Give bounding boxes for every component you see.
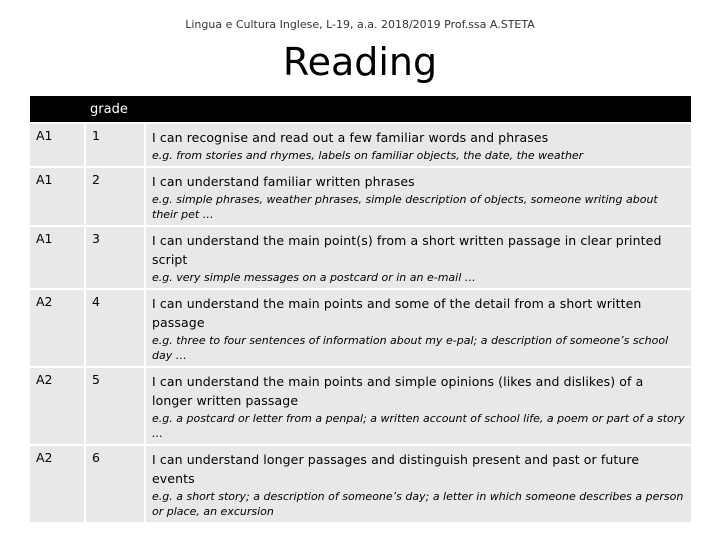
- grade-cell: 6: [84, 446, 144, 522]
- table-header-row: [30, 96, 691, 122]
- table-row: [30, 168, 691, 225]
- descriptor-cell: [144, 368, 691, 444]
- descriptor-text: I can understand longer passages and distinguish present and past or future events: [152, 452, 640, 486]
- descriptor-cell: [144, 446, 691, 522]
- example-text: e.g. a postcard or letter from a penpal; a written account of school life, a poem or part of a story …: [152, 412, 685, 440]
- descriptor-cell: [144, 290, 691, 366]
- grade-cell: 1: [84, 124, 144, 166]
- grade-cell: 3: [84, 227, 144, 288]
- example-text: e.g. simple phrases, weather phrases, simple description of objects, someone writing about their pet …: [152, 193, 658, 221]
- table-row: [30, 290, 691, 366]
- grade-cell: 2: [84, 168, 144, 225]
- table-row: [30, 446, 691, 522]
- table-row: [30, 124, 691, 166]
- header-grade: grade: [84, 96, 144, 122]
- header-level: [30, 96, 84, 122]
- example-text: e.g. a short story; a description of someone’s day; a letter in which someone describes a person or place, an excursion: [152, 490, 684, 518]
- descriptor-text: I can understand the main point(s) from a short written passage in clear printed script: [152, 233, 662, 267]
- level-cell: A1: [30, 168, 84, 225]
- descriptor-cell: [144, 168, 691, 225]
- header-descriptor: [144, 96, 691, 122]
- reading-descriptor-table: [30, 94, 691, 524]
- descriptor-text: I can recognise and read out a few familiar words and phrases: [152, 130, 549, 145]
- level-cell: A2: [30, 368, 84, 444]
- descriptor-text: I can understand the main points and some of the detail from a short written passage: [152, 296, 642, 330]
- level-cell: A1: [30, 124, 84, 166]
- course-header: Lingua e Cultura Inglese, L-19, a.a. 2018/2019 Prof.ssa A.STETA: [185, 18, 535, 31]
- descriptor-cell: [144, 124, 691, 166]
- descriptor-text: I can understand the main points and simple opinions (likes and dislikes) of a longer written passage: [152, 374, 644, 408]
- example-text: e.g. three to four sentences of information about my e-pal; a description of someone’s school day …: [152, 334, 669, 362]
- descriptor-cell: [144, 227, 691, 288]
- table-row: [30, 227, 691, 288]
- level-cell: A2: [30, 290, 84, 366]
- example-text: e.g. very simple messages on a postcard or in an e-mail …: [152, 271, 476, 284]
- descriptor-text: I can understand familiar written phrases: [152, 174, 415, 189]
- grade-cell: 5: [84, 368, 144, 444]
- level-cell: A2: [30, 446, 84, 522]
- slide-title: Reading: [282, 40, 438, 84]
- table-row: [30, 368, 691, 444]
- grade-cell: 4: [84, 290, 144, 366]
- example-text: e.g. from stories and rhymes, labels on familiar objects, the date, the weather: [152, 149, 584, 162]
- level-cell: A1: [30, 227, 84, 288]
